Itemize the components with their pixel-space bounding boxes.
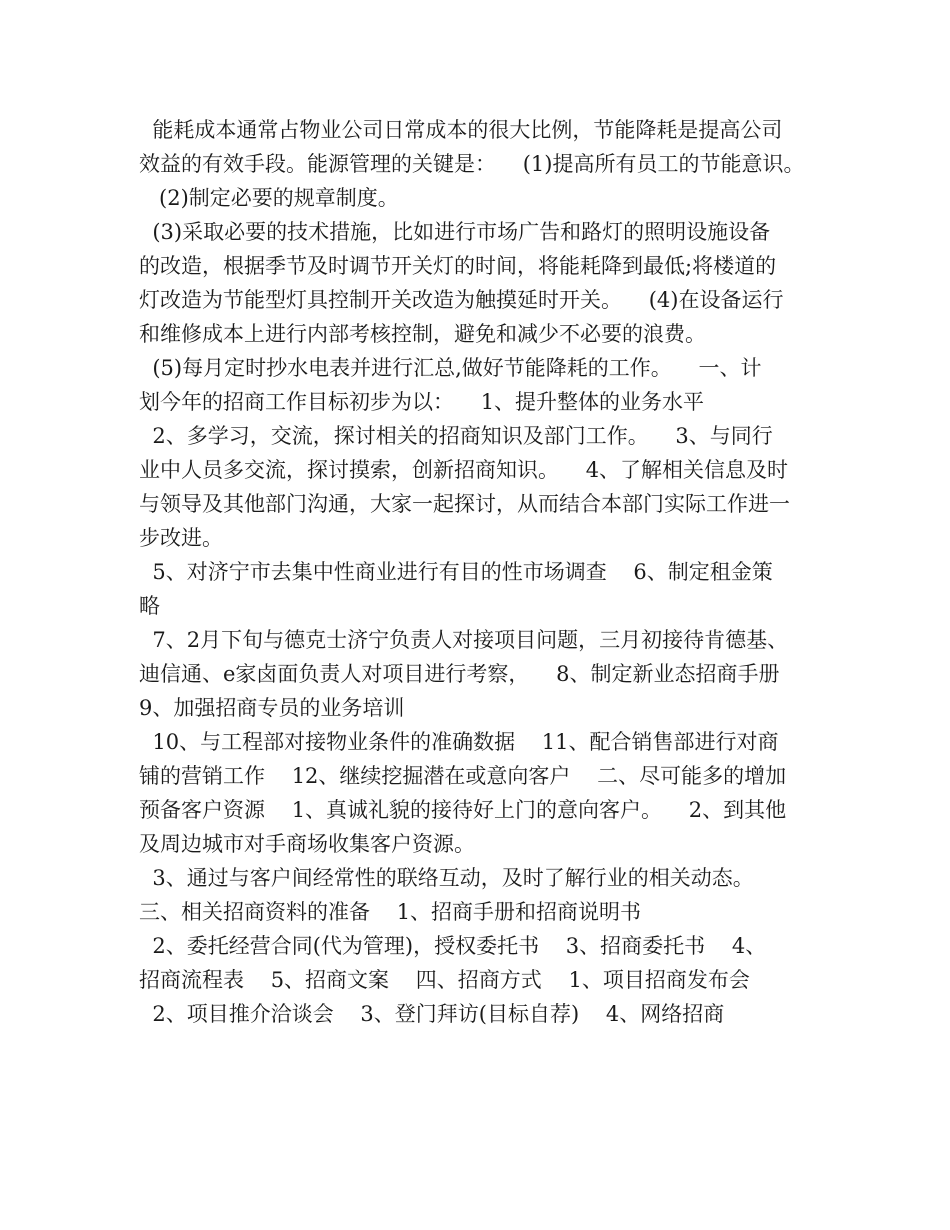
text-line: (5)每月定时抄水电表并进行汇总,做好节能降耗的工作。 一、计 [139, 356, 762, 380]
text-line: 和维修成本上进行内部考核控制，避免和减少不必要的浪费。 [139, 322, 706, 346]
text-line: 三、相关招商资料的准备 1、招商手册和招商说明书 [139, 900, 642, 924]
text-line: 迪信通、e家卤面负责人对项目进行考察， 8、制定新业态招商手册 [139, 662, 780, 686]
text-line: 效益的有效手段。能源管理的关键是： (1)提高所有员工的节能意识。 [139, 152, 805, 176]
text-line: 铺的营销工作 12、继续挖掘潜在或意向客户 二、尽可能多的增加 [139, 764, 787, 788]
text-line: 与领导及其他部门沟通，大家一起探讨，从而结合本部门实际工作进一 [139, 492, 790, 516]
text-line: 9、加强招商专员的业务培训 [139, 696, 405, 720]
text-line: 7、2月下旬与德克士济宁负责人对接项目问题，三月初接待肯德基、 [139, 628, 789, 652]
text-line: 能耗成本通常占物业公司日常成本的很大比例，节能降耗是提高公司 [139, 118, 783, 142]
text-line: 10、与工程部对接物业条件的准确数据 11、配合销售部进行对商 [139, 730, 779, 754]
text-line: 2、委托经营合同(代为管理)，授权委托书 3、招商委托书 4、 [139, 934, 767, 958]
text-line: 2、项目推介洽谈会 3、登门拜访(目标自荐) 4、网络招商 [139, 1002, 725, 1026]
text-line: 预备客户资源 1、真诚礼貌的接待好上门的意向客户。 2、到其他 [139, 798, 787, 822]
text-line: 2、多学习，交流，探讨相关的招商知识及部门工作。 3、与同行 [139, 424, 773, 448]
text-line: 灯改造为节能型灯具控制开关改造为触摸延时开关。 (4)在设备运行 [139, 288, 784, 312]
text-line: 5、对济宁市去集中性商业进行有目的性市场调查 6、制定租金策 [139, 560, 773, 584]
text-line: 略 [139, 594, 160, 618]
text-line: 划今年的招商工作目标初步为以： 1、提升整体的业务水平 [139, 390, 705, 414]
text-line: 步改进。 [139, 526, 223, 550]
text-line: 招商流程表 5、招商文案 四、招商方式 1、项目招商发布会 [139, 968, 750, 992]
text-line: (2)制定必要的规章制度。 [139, 186, 399, 210]
text-line: 及周边城市对手商场收集客户资源。 [139, 832, 475, 856]
text-line: (3)采取必要的技术措施，比如进行市场广告和路灯的照明设施设备 [139, 220, 771, 244]
text-line: 的改造，根据季节及时调节开关灯的时间，将能耗降到最低;将楼道的 [139, 254, 777, 278]
document-body [139, 113, 819, 1031]
text-line: 业中人员多交流，探讨摸索，创新招商知识。 4、了解相关信息及时 [139, 458, 789, 482]
text-line: 3、通过与客户间经常性的联络互动，及时了解行业的相关动态。 [139, 866, 754, 890]
